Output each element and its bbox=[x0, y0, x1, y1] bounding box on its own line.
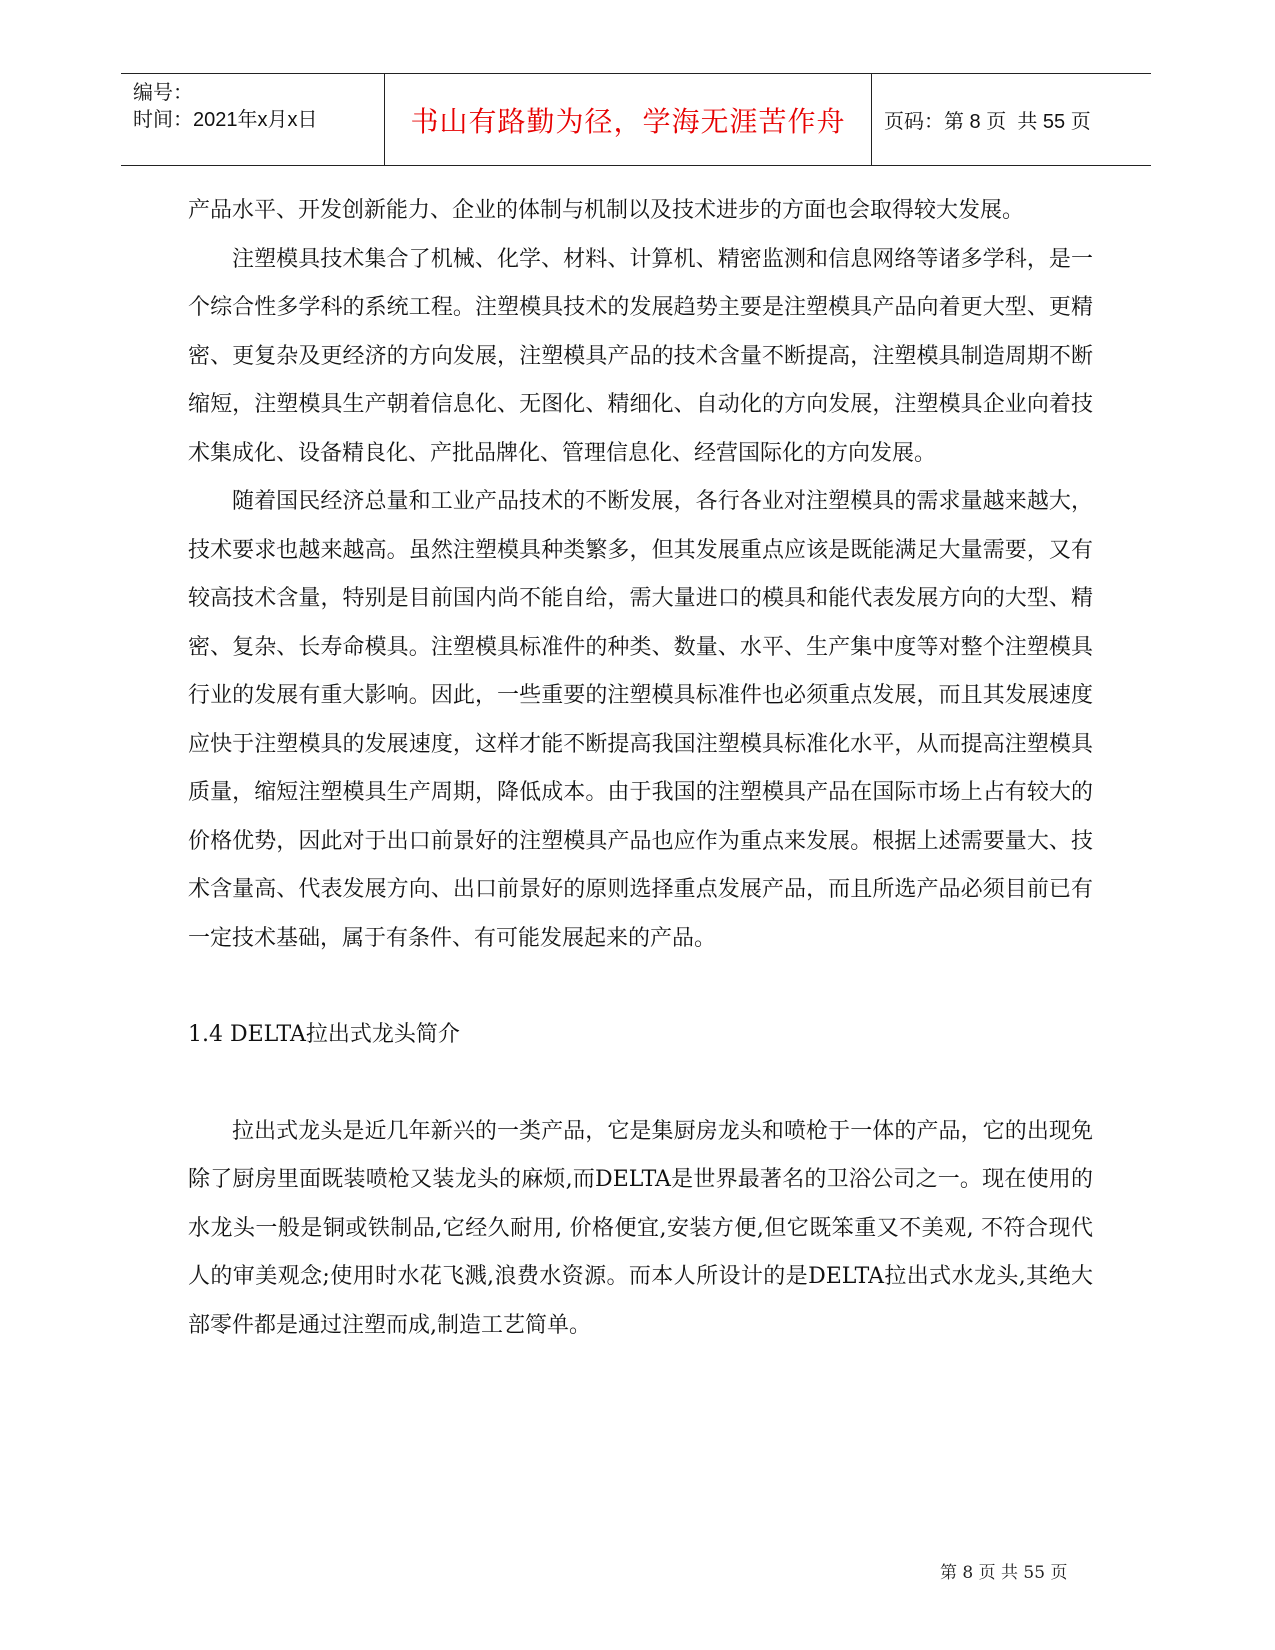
document-header bbox=[121, 73, 1151, 166]
paragraph-3: 随着国民经济总量和工业产品技术的不断发展，各行各业对注塑模具的需求量越来越大，技术要求也越来越高。虽然注塑模具种类繁多，但其发展重点应该是既能满足大量需要，又有较高技术含量，特别是目前国内尚不能自给，需大量进口的模具和能代表发展方向的大型、精密、复杂、长寿命模具。注塑模具标准件的种类、数量、水平、生产集中度等对整个注塑模具行业的发展有重大影响。因此，一些重要的注塑模具标准件也必须重点发展，而且其发展速度应快于注塑模具的发展速度，这样才能不断提高我国注塑模具标准化水平，从而提高注塑模具质量，缩短注塑模具生产周期，降低成本。由于我国的注塑模具产品在国际市场上占有较大的价格优势，因此对于出口前景好的注塑模具产品也应作为重点来发展。根据上述需要量大、技术含量高、代表发展方向、出口前景好的原则选择重点发展产品，而且所选产品必须目前已有一定技术基础，属于有条件、有可能发展起来的产品。 bbox=[188, 489, 1093, 951]
header-page-info-cell bbox=[872, 74, 1151, 165]
section-heading: 1.4 DELTA拉出式龙头简介 bbox=[188, 1022, 460, 1047]
paragraph-2: 注塑模具技术集合了机械、化学、材料、计算机、精密监测和信息网络等诸多学科，是一个综合性多学科的系统工程。注塑模具技术的发展趋势主要是注塑模具产品向着更大型、更精密、更复杂及更经济的方向发展，注塑模具产品的技术含量不断提高，注塑模具制造周期不断缩短，注塑模具生产朝着信息化、无图化、精细化、自动化的方向发展，注塑模具企业向着技术集成化、设备精良化、产批品牌化、管理信息化、经营国际化的方向发展。 bbox=[188, 246, 1093, 466]
paragraph-1: 产品水平、开发创新能力、企业的体制与机制以及技术进步的方面也会取得较大发展。 bbox=[188, 198, 1025, 223]
header-page-info: 页码：第 8 页 共 55 页 bbox=[884, 111, 1091, 133]
header-left-cell bbox=[121, 74, 385, 165]
paragraph-4: 拉出式龙头是近几年新兴的一类产品，它是集厨房龙头和喷枪于一体的产品，它的出现免除了厨房里面既装喷枪又装龙头的麻烦,而DELTA是世界最著名的卫浴公司之一。现在使用的水龙头一般是铜或铁制品,它经久耐用, 价格便宜,安装方便,但它既笨重又不美观, 不符合现代人的审美观念;使用时水花飞溅,浪费水资源。而本人所设计的是DELTA拉出式水龙头,其绝大部零件都是通过注塑而成,制造工艺简单。 bbox=[188, 1118, 1093, 1338]
header-motto: 书山有路勤为径，学海无涯苦作舟 bbox=[385, 74, 872, 165]
document-time-label: 时间：2021年x月x日 bbox=[133, 109, 318, 131]
page-footer: 第 8 页 共 55 页 bbox=[940, 1563, 1068, 1583]
document-number-label: 编号： bbox=[133, 82, 193, 104]
document-body bbox=[188, 187, 1093, 1350]
